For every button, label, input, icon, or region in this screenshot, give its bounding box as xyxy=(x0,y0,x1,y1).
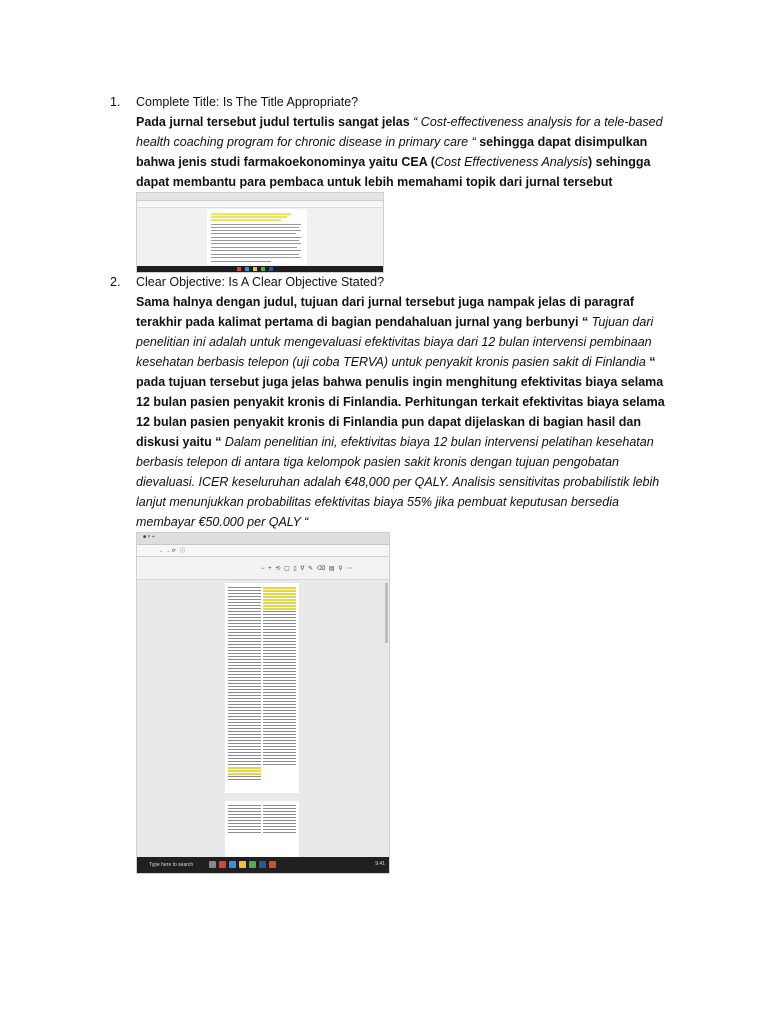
taskbar xyxy=(137,857,389,873)
list-item-2 xyxy=(112,272,664,532)
item-body xyxy=(136,292,666,532)
pdf-viewer-screenshot-2 xyxy=(136,532,390,874)
pdf-page xyxy=(225,583,299,793)
list-item-1 xyxy=(112,92,664,192)
body-text: Pada jurnal tersebut judul tertulis sangat jelas xyxy=(136,115,414,129)
body-quote: Dalam penelitian ini, efektivitas biaya 12 bulan intervensi pelatihan kesehatan berbasis telepon di antara tiga kelompok pasien sakit kronis dengan tujuan pengobatan dievaluasi. ICER keseluruhan adalah €48,000 per QALY. Analisis sensitivitas probabilistik lebih lanjut menunjukkan probabilitas efektivitas biaya 55% jika pembuat keputusan bersedia membayar €50.000 per QALY “ xyxy=(136,435,660,529)
body-text: “ pada tujuan tersebut juga jelas bahwa penulis ingin menghitung efektivitas biaya selama 12 bulan pasien penyakit kronis di Finlandia. Perhitungan terkait efektivitas biaya selama 12 bulan pasien penyakit kronis di Finlandia pun dapat dijelaskan di bagian hasil dan diskusi yaitu “ xyxy=(136,355,665,449)
pdf-toolbar: − + ⟲ ▢ ▯ ∇ ✎ ⌫ ▤ ⚲ ⋯ xyxy=(137,557,389,580)
item-heading: Clear Objective: Is A Clear Objective Stated? xyxy=(136,275,385,289)
browser-tab-bar: ■ × + xyxy=(137,533,389,545)
pdf-page xyxy=(225,801,299,861)
taskbar-clock: 9:41 xyxy=(375,861,385,867)
body-quote: Tujuan dari penelitian ini adalah untuk mengevaluasi efektivitas biaya dari 12 bulan intervensi pembinaan kesehatan berbasis telepon (uji coba TERVA) untuk penyakit kronis pasien sakit di Finlandia xyxy=(136,315,654,369)
address-bar: ← → ⟳ ⓘ xyxy=(137,545,389,557)
body-text: sehingga dapat disimpulkan bahwa jenis studi farmakoekonominya yaitu CEA ( xyxy=(136,135,648,169)
item-body xyxy=(136,112,666,192)
item-heading: Complete Title: Is The Title Appropriate? xyxy=(136,95,359,109)
pdf-viewer-screenshot xyxy=(136,192,384,273)
body-text: ) sehingga dapat membantu para pembaca untuk lebih memahami topik dari jurnal tersebut xyxy=(136,155,651,189)
taskbar-search[interactable]: Type here to search xyxy=(149,862,194,868)
body-italic-term: Cost Effectiveness Analysis xyxy=(434,155,588,169)
body-quote: “ Cost-effectiveness analysis for a tele-based health coaching program for chronic disease in primary care “ xyxy=(136,115,663,149)
body-text: Sama halnya dengan judul, tujuan dari jurnal tersebut juga nampak jelas di paragraf terakhir pada kalimat pertama di bagian pendahaluan jurnal yang berbunyi “ xyxy=(136,295,635,329)
list-number: 2. xyxy=(110,275,121,289)
scrollbar[interactable] xyxy=(385,583,388,643)
list-number: 1. xyxy=(110,95,121,109)
